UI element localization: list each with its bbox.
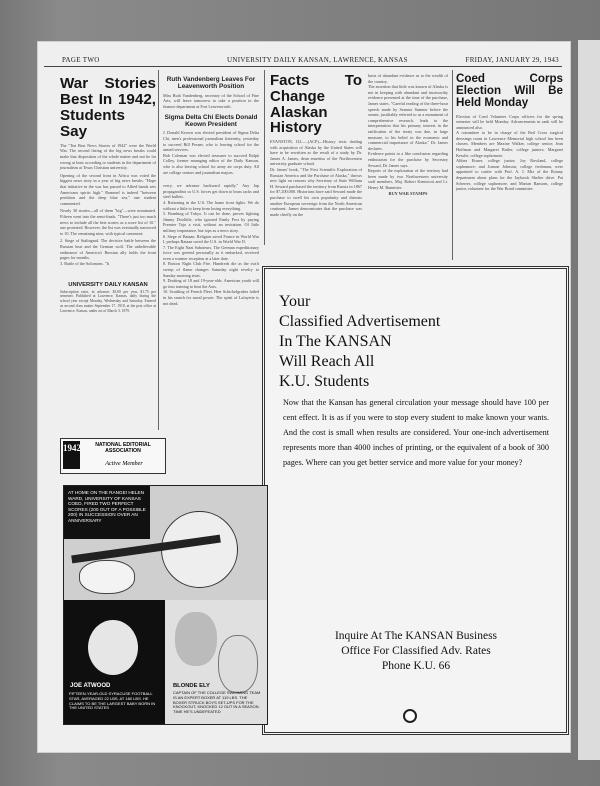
adjacent-page-edge [578,40,600,760]
alaska-body-6: Reports of the exploration of the territory had been made by two Northwestern university staff members, Maj. Robert Kennicott and Lt. Henry M. Bannister. [368,168,448,190]
alaska-continuation-column [368,73,448,197]
vandenberg-body: Miss Ruth Vandenberg, secretary of the School of Fine Arts, will leave tomorrow to take a position in the finance department at Fort Leavenworth. [163,92,259,109]
sigma-body-2: Bob Coleman was elected treasurer to succeed Ralph Colley, former managing editor of the Daily Kansan, who is also leaving school for army air corps duty. All are college seniors and journalism majors. [163,152,259,175]
coed-body-1: Election of Coed Volunteer Corps officers for the spring semester will be held Monday. Advancements in rank will be announced also. [456,113,563,130]
coed-body-3: Althea Eisner, college junior; Joy Rowland, college sophomore; and Joanne Johnson, college freshman, were appointed to confer with Prof. A. J. Mix of the Botany department about plans for the Jayhawk Shelter drive. Pat Scherrer, college sophomore, and Marian Ransom, college junior, volunteer for the War Bond committee. [456,158,563,192]
left-body-3: Nearly 30 stories—all of them "big"—were nominated. Fifteen went into the semi-finals. "There's just too much news to include all the best stories as a score list of 10." one protested. However, the list was eventually narrowed to 10. The remaining nine, with typical comment: [60,208,156,236]
cartoon-top-text: AT HOME ON THE RANGE! HELEN WARD, UNIVERSITY OF KANSAS COED, FIRED TWO PERFECT SCORES (200 OUT OF A POSSIBLE 200) IN SUCCESSION OVER AN ANNIVERSARY [68,490,146,523]
newspaper-title: UNIVERSITY DAILY KANSAN, LAWRENCE, KANSAS [227,56,408,64]
cartoon-coed-drawing [161,511,238,588]
left-body-1: The "Ten Best News Stories of 1942" were the World War. The second listing of the big news breaks could make that disposition of the whole matter and not be far wrong at least according to students in the department of journalism at Texas Christian university. [60,142,156,171]
cartoon-right-panel [165,600,267,724]
war-stories-headline: War Stories Best In 1942, Students Say [60,75,156,140]
newspaper-page [38,42,570,752]
sigma-body-1: J. Donald Keown was elected president of Sigma Delta Chi, men's professional journalism fraternity, yesterday to succeed Bill Pesner, who is leaving school for the armed services. [163,130,259,153]
ad-title-line-1: Your [279,293,311,310]
column-rule [264,70,265,245]
cartoon-left-body: FIFTEEN-YEAR-OLD SYRACUSE FOOTBALL STAR, AVERAGED 22 LBS. AT 180 LBS. HE CLAIMS TO BE THE LARGEST BABY BORN IN THE UNITED STATES [69,691,156,711]
target-drawing [79,560,135,594]
football-player-drawing [88,620,138,675]
ad-body: Now that the Kansan has general circulation your message should have 100 per cent effect. It is as if you were to stop every student to make known your wants. And the cost is small when results are considered. Your one-inch advertisement represents more than 4000 inches of printing, or the equivalent of a book of 300 pages. Where can you get better service and more value for your money? [283,398,549,468]
page-number: PAGE TWO [62,56,100,64]
ad-title-line-4: Will Reach All [279,353,375,370]
masthead-title: UNIVERSITY DAILY KANSAN [68,282,148,289]
middle-list-6: 8. Boston Night Club Fire. Hundreds die as the swift sweep of flame changes Saturday night revelry to Sunday morning tears. [163,261,259,278]
alaska-body-5: Evidence points to a like conclusion regarding enthusiasm for the purchase by Secretary Seward, Dr. James says. [368,151,448,168]
column-rule [158,70,159,430]
middle-list-1: verry, we advance backward rapidly." Any Jap propagandists so U.S. forces get down to brass tacks and steel bullets. [163,183,259,200]
left-column [60,76,156,313]
swimmer-drawing [175,612,217,666]
ad-footer [275,629,557,674]
binder-hook-icon [403,709,417,723]
right-column [456,73,563,192]
column-rule [452,70,453,260]
page-header [44,54,562,67]
alaska-body-2: Dr. James' book, "The First Scientific Exploration of Russian America and the Purchase of Alaska," throws new light on reasons why Secretary of State William H. Seward purchased the territory from Russia in 1867 for $7,200,000. Historians have said Seward made the purchase to swell his own popularity and dismiss another European sovereign from the North American continent. James demonstrates that the purchase was made chiefly on the [270,166,362,217]
middle-list-3: 5. Bombing of Tokyo. It can be done, proves fighting Jimmy Doolittle, who ignored Emily Post by paying Premier Tojo a visit, without an invitation. Of little military importance, but tops as a news story. [163,211,259,233]
left-list-item: 2. Siege of Stalingrad. The decisive battle between the Russian bear and the German wolf. The unbelievable endurance of America's Russian ally holds the front pages for months. [60,238,156,261]
middle-list-7: 9. Drafting of 18 and 19-year-olds. American youth will go into training to beat the Axis. [163,278,259,289]
association-year: 1942 [63,441,80,469]
alaska-headline: Facts To Change Alaskan History [270,72,362,137]
masthead-body: Subscription rates, in advance: $3.00 per year, $1.75 per semester. Published at Lawrence, Kansas, daily during the school year except Monday, Wednesday and Saturday. Entered as second class matter September 17, 1910, at the post office at Lawrence, Kansas, under act of March 3, 1879. [60,289,156,313]
ad-footer-line-2: Office For Classified Adv. Rates [341,645,491,657]
cartoon-right-body: CAPTAIN OF THE COLLEGE SWIMMING TEAM IS AN EXPERT BOXER AT 119 LBS. THE BOXER STRUCK BOYS SET-UPS FOR THE KNOCKOUT, KNOCKED 12 OUT IN A SEASON. TIME HE'S UNDEFEATED [173,690,261,715]
ad-footer-line-3: Phone K.U. 66 [381,660,451,672]
alaska-body-4: The assertion that little was known of Alaska is not in keeping with abundant and trustworthy evidence presented at the time of the purchase, James states. "Careful reading of the three-hour speech made by Senator Sumner before the senate, justifiably referred to as a monument of comprehensive research, leads to the interpretation that his primary interest in the ratification of the treaty was due, in large measure, to his belief in the economic and commercial importance of Alaska," Dr. James declares. [368,84,448,151]
ad-title [279,292,549,392]
cartoon-right-title: BLONDE ELY [173,683,210,689]
cartoon-left-panel [64,600,165,724]
ad-title-line-3: In The KANSAN [279,333,392,350]
left-body-2: Opening of the second front in Africa was voted the biggest news story in a year of big news breaks. "Hope that initiative in the war has passed to Allied hands sets Americans spirits high." Rommel is indeed "between perdition and the deep blue sea," one student commented. [60,172,156,206]
ad-title-line-5: K.U. Students [279,373,370,390]
middle-list-5: 7. The Eight Nazi Saboteurs. The German expeditionary force was greeted personally as it embarked, received even a warmer reception at a later date. [163,244,259,261]
coed-corps-headline: Coed Corps Election Will Be Held Monday [456,72,563,110]
vandenberg-headline: Ruth Vandenberg Leaves For Leavenworth Position [166,76,256,91]
national-editorial-association-banner [60,438,166,474]
ad-title-line-2: Classified Advertisement [279,313,441,330]
issue-date: FRIDAY, JANUARY 29, 1943 [465,56,559,64]
cartoon-top-illustration [64,486,267,600]
coed-body-2: A committee to be in charge of the Red Cross surgical dressings room in Lawrence Memorial high school has been chosen. Members are Maxine Walker, college senior; Jean Hoffman and Margaret Butler, college juniors; Margaret Kessler, college sophomore. [456,130,563,158]
middle-list-8: 10. Scuttling of French Fleet. Herr Schickelgruber failed in his snatch for naval power. The spirit of Lafayette is not dead. [163,289,259,306]
buy-war-stamps-line: BUY WAR STAMPS [388,191,428,197]
middle-column [163,76,259,306]
sigma-delta-chi-headline: Sigma Delta Chi Elects Donald Keown President [164,113,258,128]
middle-list-4: 6. Siege of Bataan. Religion saved France in World War I, perhaps Bataan saved the U.S. in World War II. [163,233,259,245]
cartoon-left-title: JOE ATWOOD [70,683,111,689]
alaska-body-3: basis of abundant evidence as to the wealth of the country. [368,73,448,84]
alaska-column [270,73,362,217]
ad-footer-line-1: Inquire At The KANSAN Business [334,630,498,642]
alaska-body-1: EVANSTON, ILL.—(ACP)—History texts dealing with acquisition of Alaska by the United States will have to be rewritten as the result of a study by Dr. James A. James, dean emeritus of the Northwestern university graduate school. [270,139,362,167]
middle-list-2: 4. Rationing in the U.S. The home front fights. We do without a little to keep from losing everything. [163,199,259,211]
left-last-item: 3. Battle of the Solomons. "It [60,260,110,266]
classified-advertisement [262,266,569,735]
association-name: NATIONAL EDITORIAL ASSOCIATION [95,442,151,454]
cartoon-panel [63,485,268,725]
association-member: Active Member [105,460,143,467]
